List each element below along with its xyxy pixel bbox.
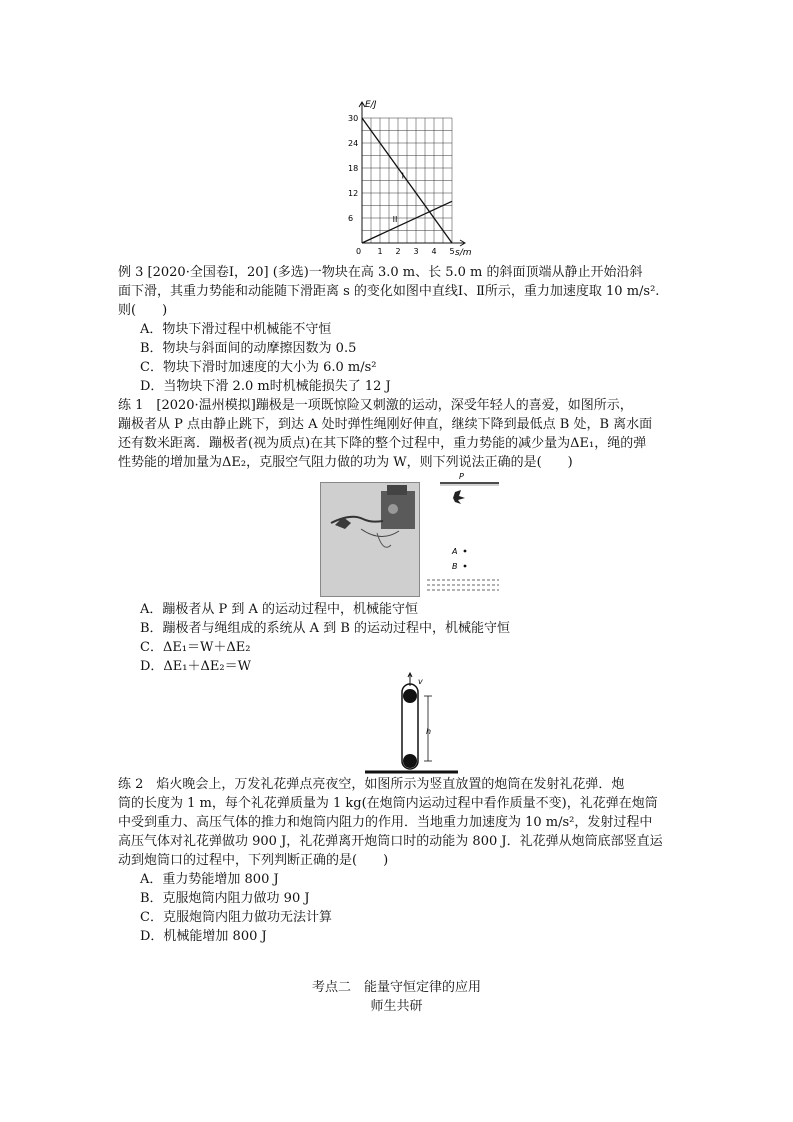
x-tick-label: 5 bbox=[449, 247, 455, 256]
x-tick-label: 0 bbox=[356, 247, 362, 256]
series-II-label: II bbox=[392, 215, 398, 225]
point-p-label: P bbox=[459, 472, 464, 481]
practice1-option-b: B．蹦极者与绳组成的系统从 A 到 B 的运动过程中，机械能守恒 bbox=[140, 621, 511, 636]
height-label: h bbox=[426, 727, 432, 736]
practice2-line-1: 练 2 焰火晚会上，万发礼花弹点亮夜空，如图所示为竖直放置的炮筒在发射礼花弹．炮 bbox=[118, 777, 625, 792]
x-axis-label: s/m bbox=[455, 248, 472, 258]
energy-distance-chart bbox=[330, 95, 480, 265]
practice2-option-a: A．重力势能增加 800 J bbox=[140, 872, 279, 887]
practice1-option-d: D．ΔE₁＋ΔE₂＝W bbox=[140, 659, 251, 674]
practice1-line-4: 性势能的增加量为ΔE₂，克服空气阻力做的功为 W，则下列说法正确的是( ) bbox=[118, 455, 573, 470]
y-tick-label: 12 bbox=[348, 189, 359, 198]
chart-axes bbox=[359, 102, 465, 246]
series-I-label: I bbox=[401, 171, 404, 181]
bungee-photo bbox=[320, 482, 420, 597]
practice2-option-d: D．机械能增加 800 J bbox=[140, 929, 267, 944]
example3-option-a: A．物块下滑过程中机械能不守恒 bbox=[140, 322, 332, 337]
bungee-diagram bbox=[425, 470, 505, 595]
practice1-line-1: 练 1 [2020·温州模拟]蹦极是一项既惊险又刺激的运动，深受年轻人的喜爱，如图所示， bbox=[118, 398, 633, 413]
y-tick-label: 6 bbox=[348, 214, 354, 223]
practice1-option-c: C．ΔE₁＝W＋ΔE₂ bbox=[140, 640, 251, 655]
example3-option-b: B．物块与斜面间的动摩擦因数为 0.5 bbox=[140, 341, 357, 356]
x-tick-label: 3 bbox=[413, 247, 419, 256]
section-subtitle: 师生共研 bbox=[370, 999, 423, 1014]
practice2-line-2: 筒的长度为 1 m，每个礼花弹质量为 1 kg(在炮筒内运动过程中看作质量不变)，礼花弹在炮筒 bbox=[118, 796, 658, 811]
example3-line-3: 则( ) bbox=[118, 303, 168, 318]
firework-tube-diagram bbox=[360, 672, 460, 777]
shell-bottom bbox=[403, 754, 417, 768]
shell-top bbox=[403, 689, 417, 703]
y-tick-label: 30 bbox=[348, 114, 359, 123]
jumper-figure bbox=[453, 490, 465, 504]
x-tick-label: 2 bbox=[395, 247, 401, 256]
section-title: 考点二 能量守恒定律的应用 bbox=[311, 980, 481, 995]
practice2-line-5: 动到炮筒口的过程中，下列判断正确的是( ) bbox=[118, 853, 389, 868]
x-tick-label: 1 bbox=[377, 247, 383, 256]
y-tick-label: 18 bbox=[348, 164, 359, 173]
water-surface bbox=[427, 580, 499, 590]
example3-option-d: D．当物块下滑 2.0 m时机械能损失了 12 J bbox=[140, 379, 391, 394]
example3-line-1: 例 3 [2020·全国卷Ⅰ，20] (多选)一物块在高 3.0 m、长 5.0 m 的斜面顶端从静止开始沿斜 bbox=[118, 265, 643, 280]
point-a-label: A bbox=[452, 547, 458, 556]
y-tick-label: 24 bbox=[348, 139, 359, 148]
y-axis-label: E/J bbox=[365, 100, 377, 110]
point-b-label: B bbox=[452, 562, 458, 571]
practice1-option-a: A．蹦极者从 P 到 A 的运动过程中，机械能守恒 bbox=[140, 602, 419, 617]
example3-line-2: 面下滑，其重力势能和动能随下滑距离 s 的变化如图中直线Ⅰ、Ⅱ所示，重力加速度取 10 m/s². bbox=[118, 284, 660, 299]
practice1-line-3: 还有数米距离．蹦极者(视为质点)在其下降的整个过程中，重力势能的减少量为ΔE₁，绳的弹 bbox=[118, 436, 647, 451]
example3-option-c: C．物块下滑时加速度的大小为 6.0 m/s² bbox=[140, 360, 377, 375]
practice2-option-b: B．克服炮筒内阻力做功 90 J bbox=[140, 891, 310, 906]
practice1-line-2: 蹦极者从 P 点由静止跳下，到达 A 处时弹性绳刚好伸直，继续下降到最低点 B 处，B 离水面 bbox=[118, 417, 653, 432]
x-tick-label: 4 bbox=[431, 247, 437, 256]
practice2-option-c: C．克服炮筒内阻力做功无法计算 bbox=[140, 910, 332, 925]
practice2-line-3: 中受到重力、高压气体的推力和炮筒内阻力的作用．当地重力加速度为 10 m/s²，发射过程中 bbox=[118, 815, 653, 830]
practice2-line-4: 高压气体对礼花弹做功 900 J，礼花弹离开炮筒口时的动能为 800 J．礼花弹从炮筒底部竖直运 bbox=[118, 834, 663, 849]
chart-ticks bbox=[348, 114, 455, 256]
velocity-label: v bbox=[418, 677, 423, 686]
